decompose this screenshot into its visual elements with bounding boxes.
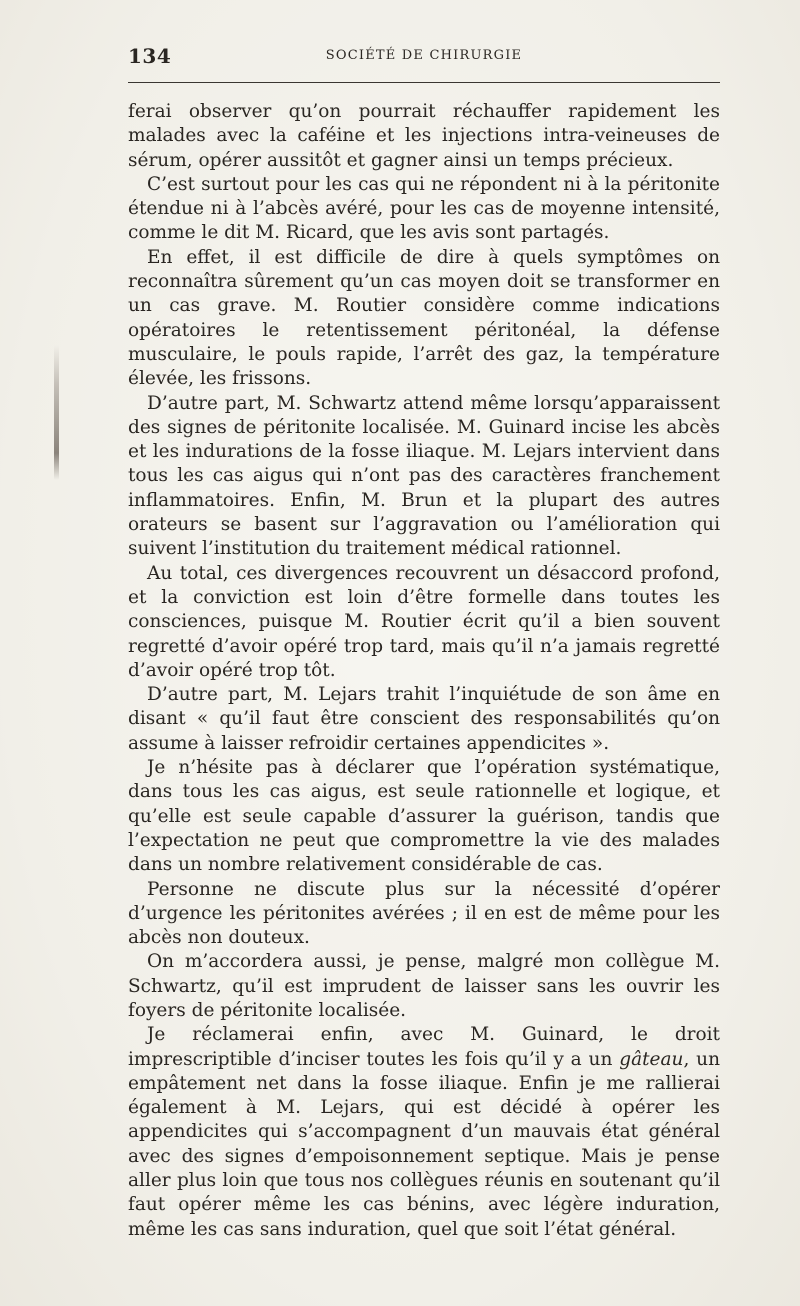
header-rule <box>128 82 720 83</box>
running-title: SOCIÉTÉ DE CHIRURGIE <box>325 48 523 63</box>
paragraph-continued: ferai observer qu’on pourrait réchauffer rapidement les malades avec la caféine et les injections intra-veineuses de sérum, opérer aussitôt et gagner ainsi un temps précieux. <box>128 101 720 171</box>
body-text <box>128 100 720 1242</box>
margin-ink-mark <box>54 345 59 480</box>
paragraph <box>128 1023 720 1242</box>
page-header <box>128 44 720 72</box>
paragraph: C’est surtout pour les cas qui ne répondent ni à la péritonite étendue ni à l’abcès avéré, pour les cas de moyenne intensité, comme le dit M. Ricard, que les avis sont partagés. <box>128 173 720 244</box>
paragraph-text: Je réclamerai enfin, avec M. Guinard, le droit imprescriptible d’inciser toutes les fois qu’il y a un <box>128 1024 720 1070</box>
paragraph: On m’accordera aussi, je pense, malgré mon collègue M. Schwartz, qu’il est imprudent de laisser sans les ouvrir les foyers de péritonite localisée. <box>128 951 720 1021</box>
paragraph: Au total, ces divergences recouvrent un désaccord profond, et la conviction est loin d’être formelle dans toutes les consciences, puisque M. Routier écrit qu’il a bien souvent regretté d’avoir opéré trop tard, mais qu’il n’a jamais regretté d’avoir opéré trop tôt. <box>128 562 720 681</box>
paragraph: Personne ne discute plus sur la nécessité d’opérer d’urgence les péritonites avérées ; il en est de même pour les abcès non douteux. <box>128 878 720 949</box>
page-number: 134 <box>128 44 172 68</box>
paragraph: Je n’hésite pas à déclarer que l’opération systématique, dans tous les cas aigus, est seule rationnelle et logique, et qu’elle est seule capable d’assurer la guérison, tandis que l’expectation ne peut que compromettre la vie des malades dans un nombre relativement considérable de cas. <box>128 757 720 876</box>
paragraph-text: , un empâtement net dans la fosse iliaque. Enfin je me rallierai également à M. Lejars, qui est décidé à opérer les appendicites qui s’accompagnent d’un mauvais état général avec des signes d’empoisonnement septique. Mais je pense aller plus loin que tous nos collègues réunis en soutenant qu’il faut opérer même les cas bénins, avec légère induration, même les cas sans induration, quel que soit l’état général. <box>128 1048 720 1240</box>
paragraph: En effet, il est difficile de dire à quels symptômes on reconnaîtra sûrement qu’un cas moyen doit se transformer en un cas grave. M. Routier considère comme indications opératoires le retentissement péritonéal, la défense musculaire, le pouls rapide, l’arrêt des gaz, la température élevée, les frissons. <box>128 246 720 390</box>
italic-term: gâteau <box>619 1048 684 1070</box>
paragraph: D’autre part, M. Lejars trahit l’inquiétude de son âme en disant « qu’il faut être conscient des responsabilités qu’on assume à laisser refroidir certaines appendicites ». <box>128 684 720 754</box>
paragraph: D’autre part, M. Schwartz attend même lorsqu’apparaissent des signes de péritonite localisée. M. Guinard incise les abcès et les indurations de la fosse iliaque. M. Lejars intervient dans tous les cas aigus qui n’ont pas des caractères franchement inflammatoires. Enfin, M. Brun et la plupart des autres orateurs se basent sur l’aggravation ou l’amélioration qui suivent l’institution du traitement médical rationnel. <box>128 392 720 560</box>
